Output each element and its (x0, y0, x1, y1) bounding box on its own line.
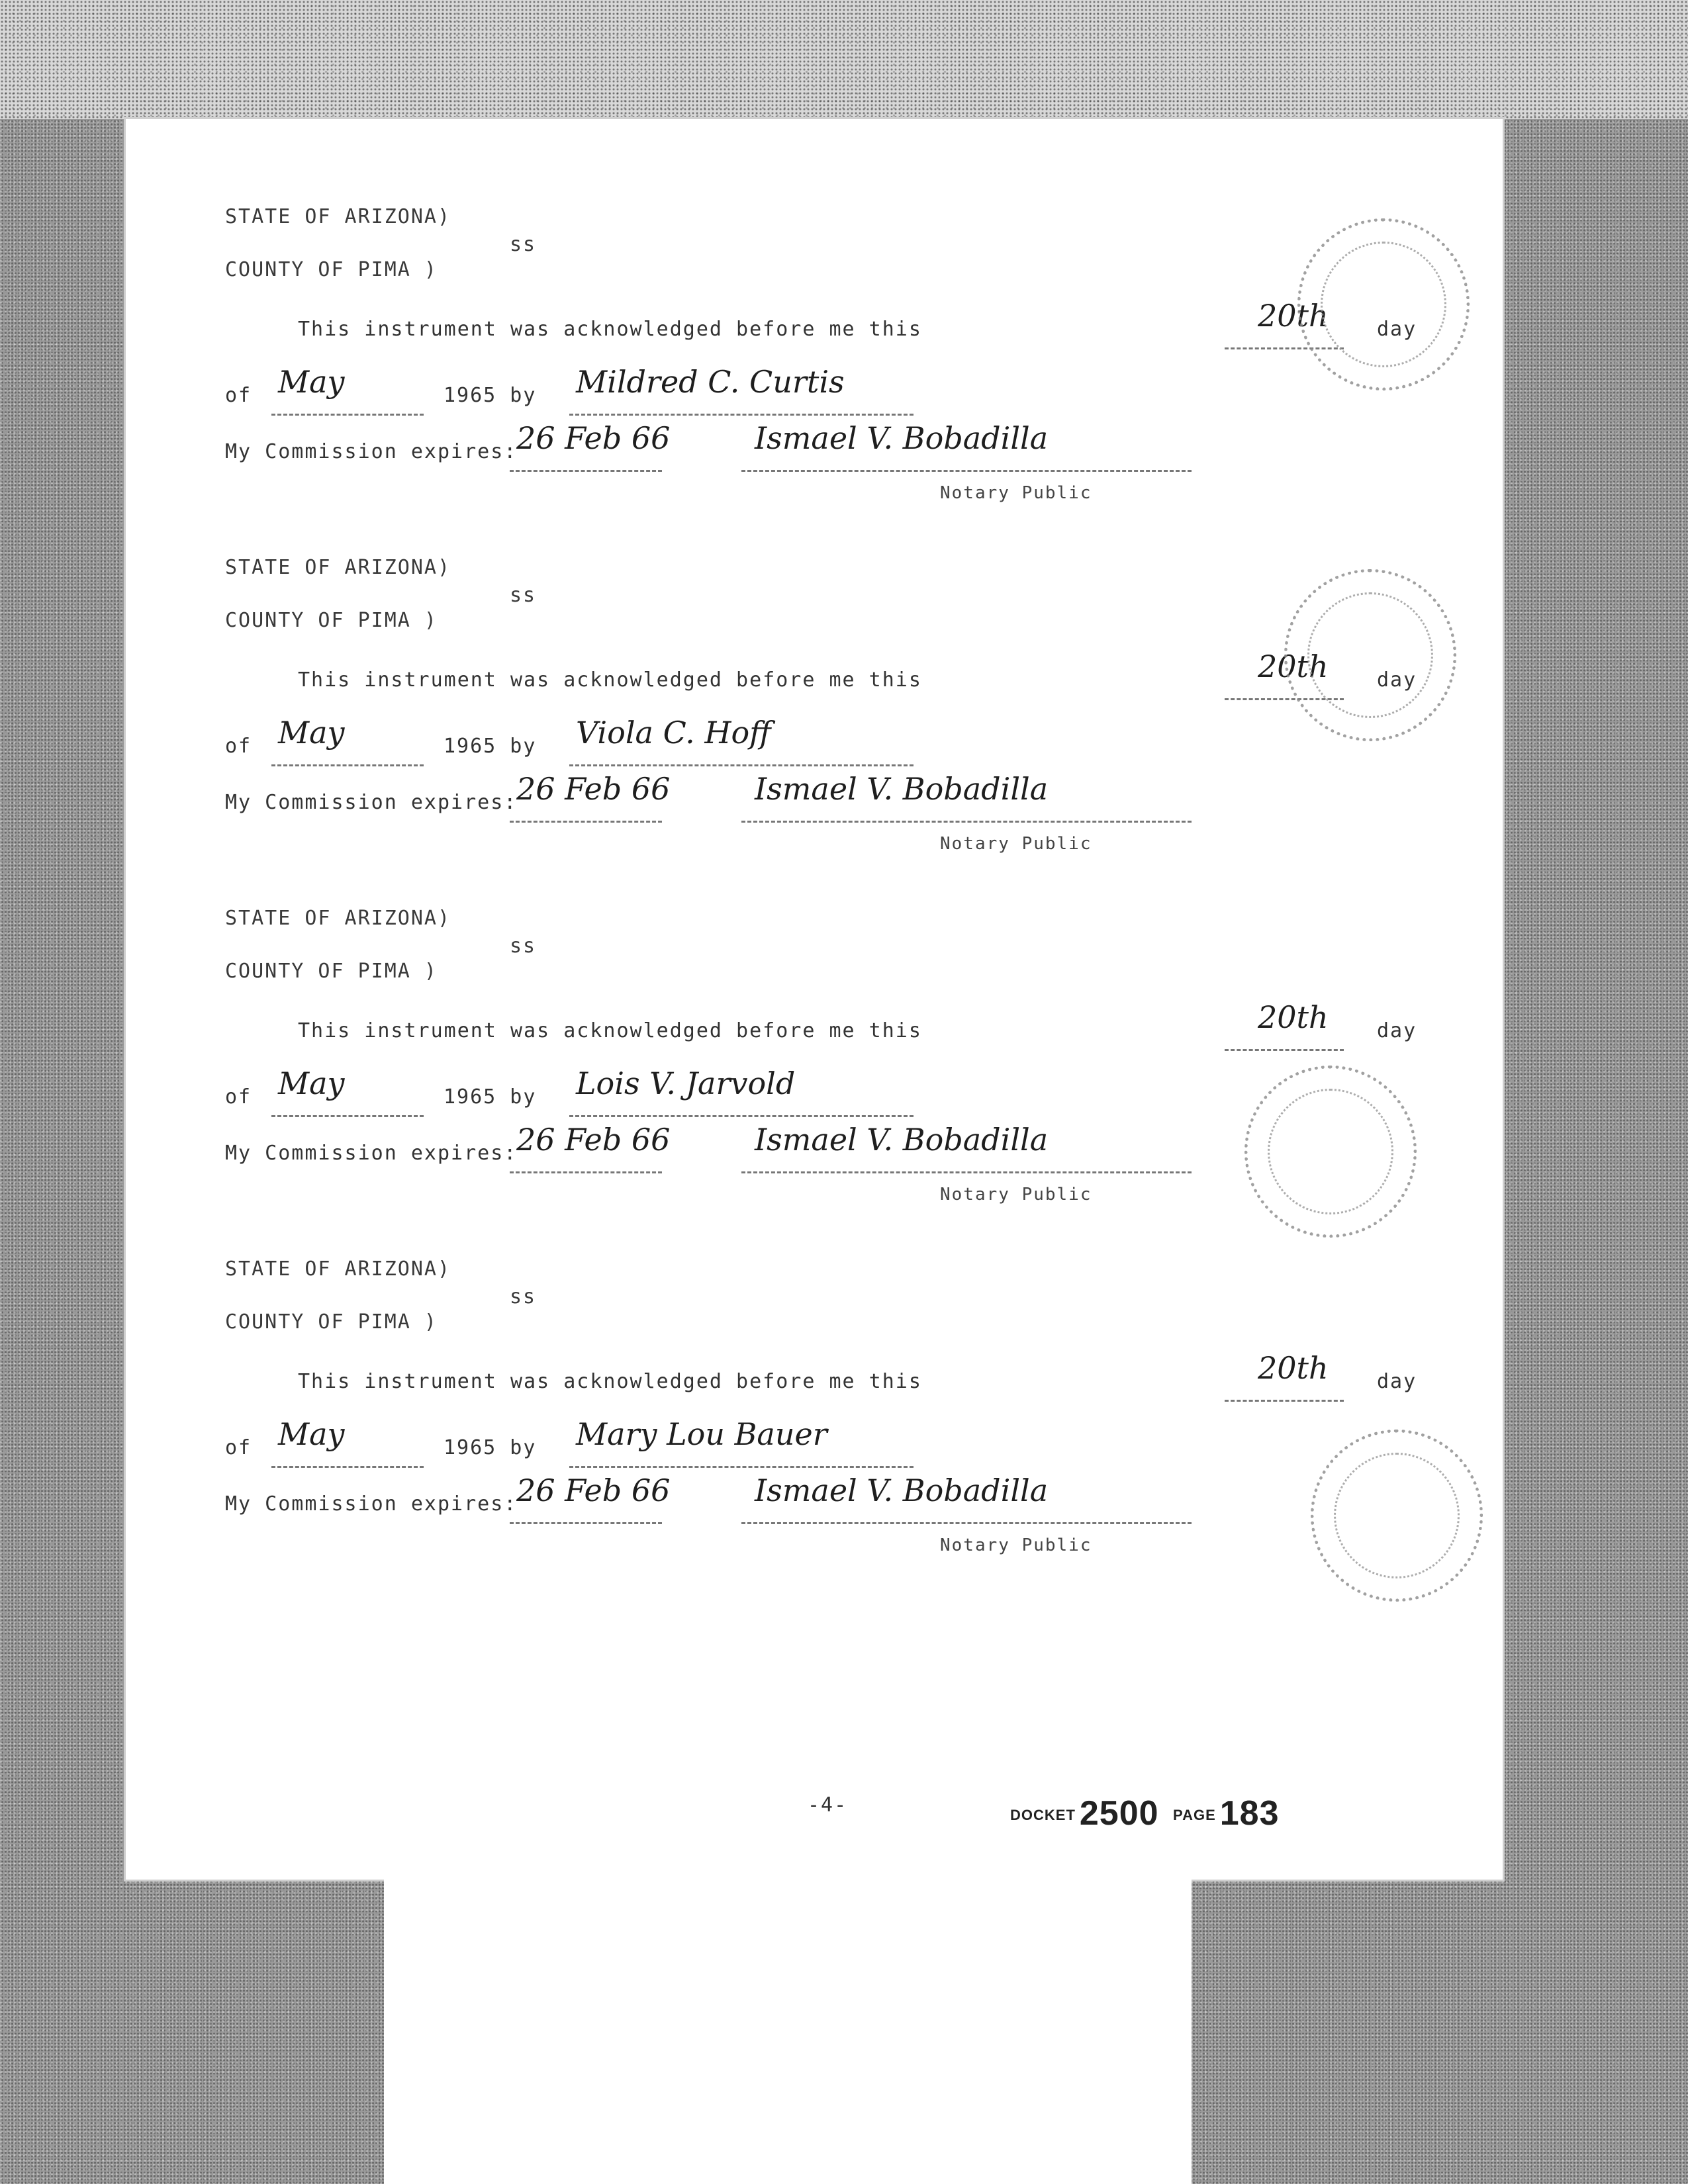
day-label: day (1377, 1370, 1417, 1393)
expires-blank (510, 470, 662, 472)
month-blank (271, 414, 424, 416)
day-label: day (1377, 1019, 1417, 1042)
venue-county: COUNTY OF PIMA ) (225, 258, 438, 281)
expires-blank (510, 1171, 662, 1173)
notary-public-label: Notary Public (940, 1185, 1092, 1205)
commission-expires: 26 Feb 66 (516, 1473, 671, 1508)
acknowledgment-block-4 (225, 1257, 1483, 1555)
of-label: of (225, 384, 252, 407)
ack-statement: This instrument was acknowledged before me this (298, 318, 922, 341)
day-label: day (1377, 668, 1417, 692)
venue-state: STATE OF ARIZONA) (225, 907, 451, 930)
notary-public-label: Notary Public (940, 834, 1092, 854)
ack-signer: Mary Lou Bauer (576, 1416, 827, 1452)
notary-signature: Ismael V. Bobadilla (755, 771, 1049, 807)
venue-county: COUNTY OF PIMA ) (225, 1310, 438, 1334)
ack-signer: Lois V. Jarvold (576, 1066, 796, 1101)
day-blank (1225, 1400, 1344, 1402)
notary-signature-line (741, 470, 1192, 472)
signer-blank (569, 414, 914, 416)
notary-seal (1284, 569, 1456, 741)
of-label: of (225, 1085, 252, 1109)
docket-stamp (1006, 1794, 1280, 1833)
commission-label: My Commission expires: (225, 440, 518, 463)
commission-label: My Commission expires: (225, 1492, 518, 1516)
venue-state: STATE OF ARIZONA) (225, 1257, 451, 1281)
notary-signature-line (741, 1522, 1192, 1524)
year-by: 1965 by (444, 1085, 537, 1109)
docket-page-number: 183 (1219, 1794, 1280, 1833)
ack-month: May (278, 715, 345, 751)
ack-statement: This instrument was acknowledged before me this (298, 1370, 922, 1393)
notary-public-label: Notary Public (940, 483, 1092, 503)
of-label: of (225, 735, 252, 758)
docket-number: 2500 (1079, 1794, 1159, 1833)
notary-signature: Ismael V. Bobadilla (755, 420, 1049, 456)
venue-state: STATE OF ARIZONA) (225, 205, 451, 228)
signer-blank (569, 1115, 914, 1117)
docket-label: DOCKET (1010, 1807, 1076, 1824)
signer-blank (569, 1466, 914, 1468)
commission-expires: 26 Feb 66 (516, 420, 671, 456)
ack-day: 20th (1258, 1350, 1329, 1386)
venue-caption (225, 1257, 1483, 1357)
notary-seal (1244, 1066, 1417, 1238)
acknowledgment-block-3 (225, 907, 1483, 1205)
page-bottom-tab (384, 1880, 1192, 2184)
expires-blank (510, 821, 662, 823)
acknowledgment-block-2 (225, 556, 1483, 854)
ack-day: 20th (1258, 999, 1329, 1035)
commission-label: My Commission expires: (225, 1142, 518, 1165)
notary-signature: Ismael V. Bobadilla (755, 1473, 1049, 1508)
ack-day: 20th (1258, 298, 1329, 334)
day-label: day (1377, 318, 1417, 341)
ack-signer: Mildred C. Curtis (576, 364, 845, 400)
venue-county: COUNTY OF PIMA ) (225, 609, 438, 632)
notary-seal (1297, 218, 1470, 390)
scan-noise-top (0, 0, 1688, 119)
venue-county: COUNTY OF PIMA ) (225, 960, 438, 983)
docket-page-label: PAGE (1173, 1807, 1216, 1824)
venue-ss: ss (510, 584, 537, 607)
venue-caption (225, 907, 1483, 1006)
month-blank (271, 764, 424, 766)
year-by: 1965 by (444, 384, 537, 407)
ack-signer: Viola C. Hoff (576, 715, 771, 751)
ack-month: May (278, 1416, 345, 1452)
commission-expires: 26 Feb 66 (516, 771, 671, 807)
month-blank (271, 1466, 424, 1468)
expires-blank (510, 1522, 662, 1524)
month-blank (271, 1115, 424, 1117)
notary-signature-line (741, 821, 1192, 823)
commission-label: My Commission expires: (225, 791, 518, 814)
venue-ss: ss (510, 233, 537, 256)
year-by: 1965 by (444, 735, 537, 758)
venue-ss: ss (510, 934, 537, 958)
ack-month: May (278, 364, 345, 400)
notary-signature: Ismael V. Bobadilla (755, 1122, 1049, 1158)
venue-caption (225, 205, 1483, 304)
year-by: 1965 by (444, 1436, 537, 1459)
notary-seal (1311, 1430, 1483, 1602)
venue-state: STATE OF ARIZONA) (225, 556, 451, 579)
signer-blank (569, 764, 914, 766)
notary-public-label: Notary Public (940, 1535, 1092, 1555)
ack-month: May (278, 1066, 345, 1101)
venue-ss: ss (510, 1285, 537, 1308)
day-blank (1225, 1049, 1344, 1051)
of-label: of (225, 1436, 252, 1459)
ack-statement: This instrument was acknowledged before me this (298, 1019, 922, 1042)
ack-day: 20th (1258, 649, 1329, 684)
ack-statement: This instrument was acknowledged before me this (298, 668, 922, 692)
acknowledgment-block-1 (225, 205, 1483, 503)
document-page (126, 119, 1503, 1880)
page-number: -4- (808, 1794, 848, 1817)
notary-signature-line (741, 1171, 1192, 1173)
commission-expires: 26 Feb 66 (516, 1122, 671, 1158)
